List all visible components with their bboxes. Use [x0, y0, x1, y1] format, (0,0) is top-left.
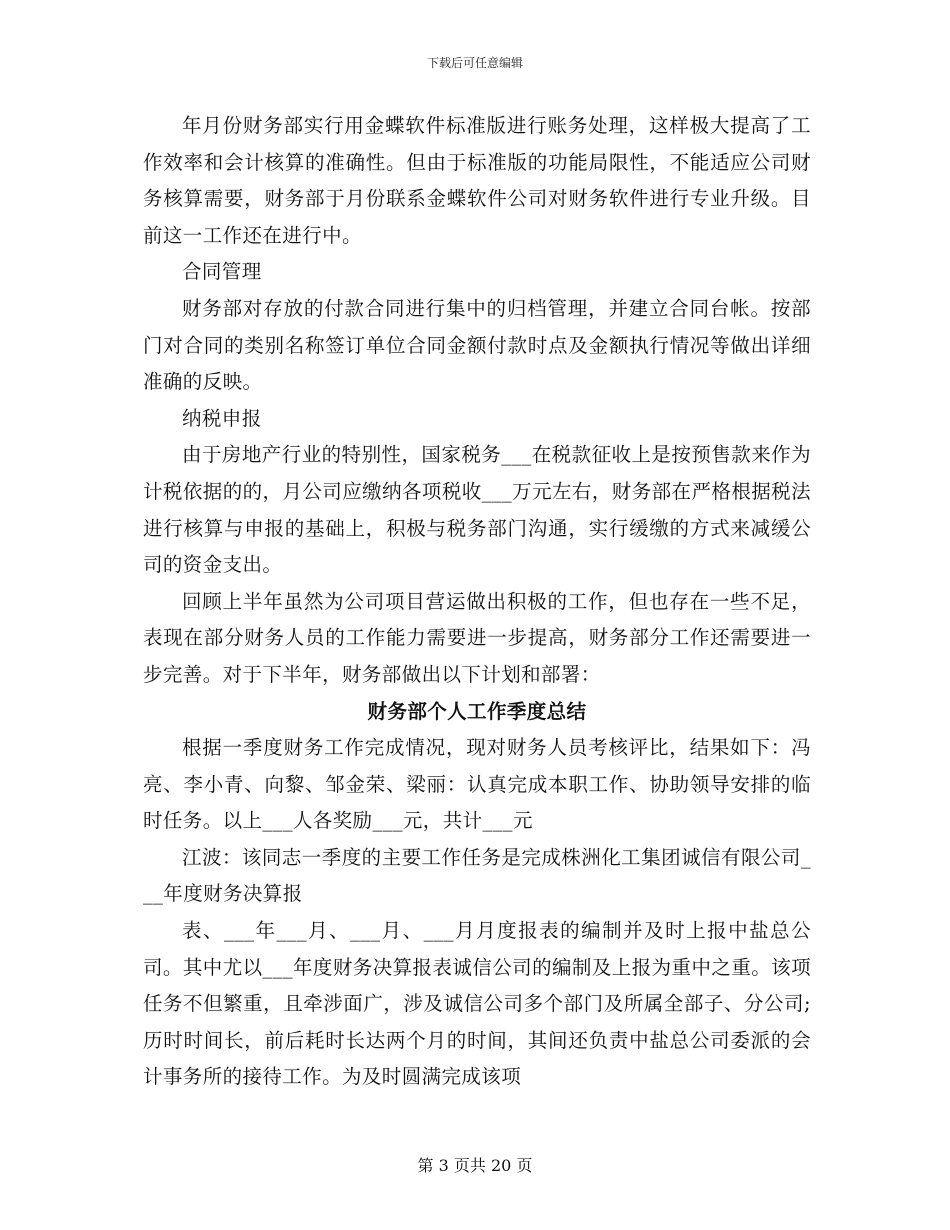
- section-heading-contract: 合同管理: [182, 260, 262, 284]
- paragraph-jiangbo: 江波：该同志一季度的主要工作任务是完成株洲化工集团诚信有限公司___年度财务决算报: [143, 845, 811, 906]
- paragraph-contract-management: 财务部对存放的付款合同进行集中的归档管理，并建立合同台帐。按部门对合同的类别名称签订单位合同金额付款时点及金额执行情况等做出详细准确的反映。: [143, 296, 811, 394]
- page-footer: 第 3 页共 20 页: [417, 1156, 533, 1175]
- paragraph-software-upgrade: 年月份财务部实行用金蝶软件标准版进行账务处理，这样极大提高了工作效率和会计核算的准确性。但由于标准版的功能局限性，不能适应公司财务核算需要，财务部于月份联系金蝶软件公司对财务软件进行专业升级。目前这一工作还在进行中。: [143, 114, 811, 247]
- paragraph-review: 回顾上半年虽然为公司项目营运做出积极的工作，但也存在一些不足，表现在部分财务人员的工作能力需要进一步提高，财务部分工作还需要进一步完善。对于下半年，财务部做出以下计划和部署：: [143, 589, 811, 686]
- paragraph-evaluation: 根据一季度财务工作完成情况，现对财务人员考核评比，结果如下：冯亮、李小青、向黎、邹金荣、梁丽：认真完成本职工作、协助领导安排的临时任务。以上___人各奖励___元，共计___元: [143, 736, 811, 833]
- document-body: [143, 108, 811, 1096]
- paragraph-tax-declaration: 由于房地产行业的特别性，国家税务___在税款征收上是按预售款来作为计税依据的的，月公司应缴纳各项税收___万元左右，财务部在严格根据税法进行核算与申报的基础上，积极与税务部门沟通，实行缓缴的方式来减缓公司的资金支出。: [143, 443, 811, 577]
- page-header: 下载后可任意编辑: [426, 56, 523, 70]
- paragraph-reports: 表、___年___月、___月、___月月度报表的编制并及时上报中盐总公司。其中尤以___年度财务决算报表诚信公司的编制及上报为重中之重。该项任务不但繁重，且牵涉面广，涉及诚信公司多个部门及所属全部子、分公司;历时时间长，前后耗时长达两个月的时间，其间还负责中盐总公司委派的会计事务所的接待工作。为及时圆满完成该项: [143, 919, 811, 1089]
- document-title: 财务部个人工作季度总结: [367, 699, 587, 723]
- section-heading-tax: 纳税申报: [182, 406, 262, 430]
